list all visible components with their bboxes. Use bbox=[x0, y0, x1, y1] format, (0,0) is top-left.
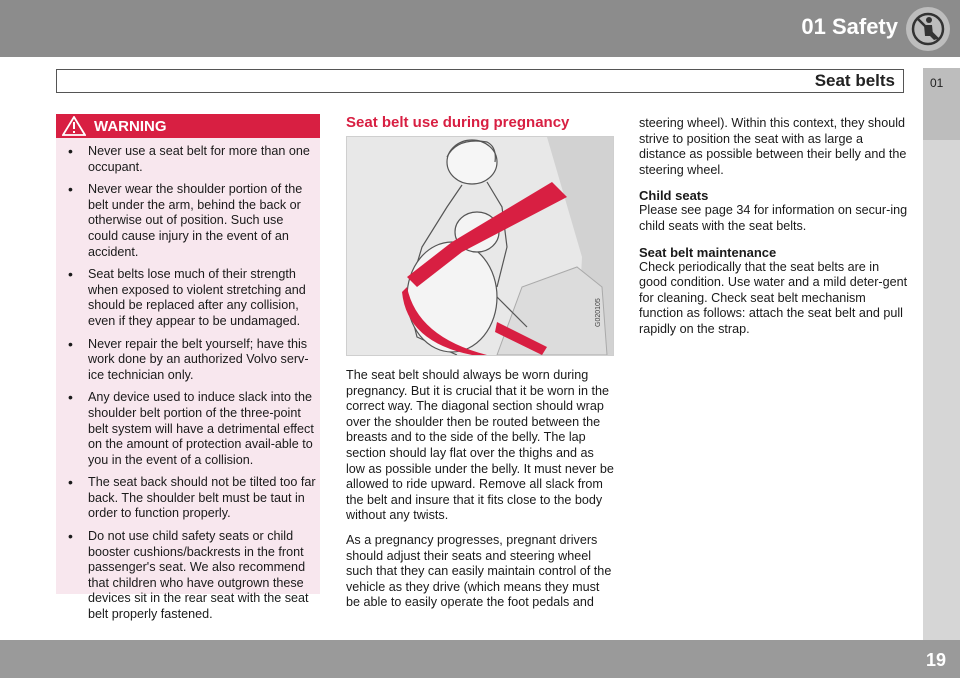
maintenance-title: Seat belt maintenance bbox=[639, 244, 777, 260]
warning-item: • Never wear the shoulder portion of the belt under the arm, behind the back or otherwise out of position. Such use could cause injury in the event of an accident. bbox=[62, 182, 316, 260]
warning-item: • Seat belts lose much of their strength when exposed to violent stretching and should be replaced after any collision, even if they appear to be undamaged. bbox=[62, 267, 316, 329]
pregnancy-text bbox=[346, 368, 614, 620]
child-seats-text: Please see page 34 for information on secur-ing child seats with the seat belts. bbox=[639, 203, 908, 233]
warning-header bbox=[56, 114, 320, 138]
pregnancy-paragraph: As a pregnancy progresses, pregnant drivers should adjust their seats and steering wheel such that they can easily maintain control of the vehicle as they drive (which means they must be able to easily operate the foot pedals and bbox=[346, 532, 612, 610]
warning-box bbox=[56, 114, 320, 622]
warning-item: • Never use a seat belt for more than one occupant. bbox=[62, 144, 316, 175]
child-seats-title: Child seats bbox=[639, 188, 709, 204]
side-strip bbox=[923, 140, 960, 640]
pregnant-seatbelt-illustration bbox=[346, 136, 614, 356]
pregnancy-title: Seat belt use during pregnancy bbox=[346, 114, 570, 131]
warning-triangle-icon bbox=[62, 116, 86, 141]
warning-item: • Never repair the belt yourself; have this work done by an authorized Volvo serv-ice technician only. bbox=[62, 337, 316, 384]
warning-list bbox=[62, 144, 316, 630]
section-title: Seat belts bbox=[814, 71, 895, 90]
warning-label: WARNING bbox=[94, 118, 167, 135]
warning-item: • Do not use child safety seats or child booster cushions/backrests in the front passenger's seat. We also recommend that children who have outgrown these devices sit in the rear seat with the seat belt properly fastened. bbox=[62, 529, 316, 623]
chapter-tab-label: 01 bbox=[930, 76, 944, 90]
chapter-tab bbox=[923, 68, 960, 140]
pregnancy-paragraph: The seat belt should always be worn during pregnancy. But it is crucial that it be worn in the correct way. The diagonal section should wrap over the shoulder then be routed between the breasts and to the side of the belly. The lap section should lay flat over the thighs and as low as possible under the belly. It must never be allowed to ride upward. Remove all slack from the belt and insure that it fits close to the body without any twists. bbox=[346, 368, 614, 523]
no-seatbelt-icon bbox=[906, 7, 950, 51]
warning-item: • The seat back should not be tilted too far back. The shoulder belt must be taut in order to function properly. bbox=[62, 475, 316, 522]
chapter-title: 01 Safety bbox=[801, 14, 898, 39]
right-column bbox=[639, 116, 909, 338]
maintenance-text: Check periodically that the seat belts are in good condition. Use water and a mild deter-gent for cleaning. Check seat belt mechanism function as follows: attach the seat belt and pull rapidly on the strap. bbox=[639, 259, 908, 336]
pregnancy-paragraph: steering wheel). Within this context, they should strive to position the seat with as large a distance as possible between their belly and the steering wheel. bbox=[639, 116, 907, 177]
pregnancy-column bbox=[346, 114, 614, 610]
bottom-bar bbox=[0, 640, 960, 678]
warning-item: • Any device used to induce slack into the shoulder belt portion of the three-point belt system will have a detrimental effect on the amount of protection avail-able to you in the event of a collision. bbox=[62, 390, 316, 468]
page-number: 19 bbox=[925, 650, 946, 670]
section-header bbox=[56, 69, 904, 93]
image-code: G020105 bbox=[595, 298, 602, 327]
